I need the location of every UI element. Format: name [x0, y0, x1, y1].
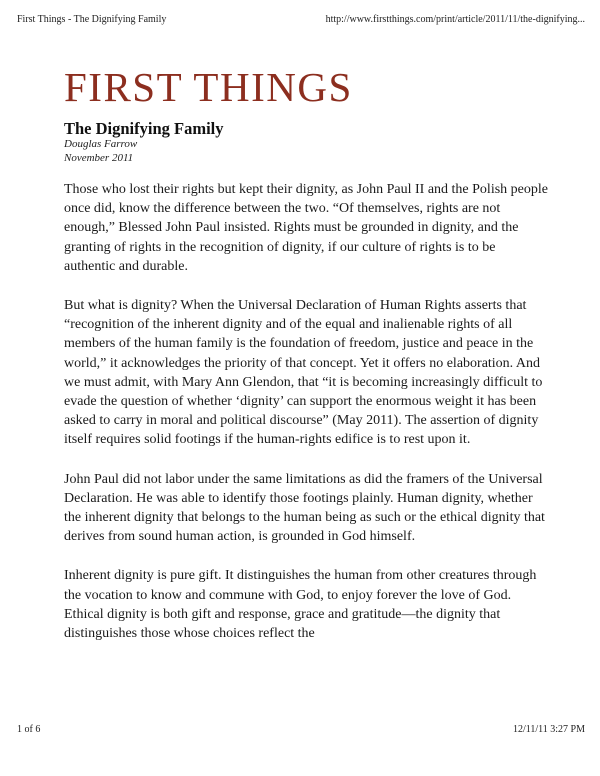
print-header-title: First Things - The Dignifying Family: [17, 14, 167, 25]
article-paragraph: Inherent dignity is pure gift. It distinguishes the human from other creatures through the vocation to know and commune with God, to enjoy forever the love of God. Ethical dignity is both gift and response, grace and gratitude—the dignity that distinguishes those whose choices reflect the: [64, 568, 537, 642]
article-paragraph: Those who lost their rights but kept their dignity, as John Paul II and the Polish people once did, know the difference between the two. “Of themselves, rights are not enough,” Blessed John Paul insisted. Rights must be grounded in dignity, and the granting of rights in the recognition of dignity, if our culture of rights is to be authentic and durable.: [64, 182, 548, 274]
print-header-url: http://www.firstthings.com/print/article/2011/11/the-dignifying...: [325, 14, 585, 25]
article-author: Douglas Farrow: [64, 138, 138, 150]
article-paragraph: John Paul did not labor under the same limitations as did the framers of the Universal Declaration. He was able to identify those footings plainly. Human dignity, whether the inherent dignity that belongs to the human being as such or the ethical dignity that derives from sound human action, is grounded in God himself.: [64, 471, 545, 545]
article-date: November 2011: [64, 152, 134, 164]
print-timestamp: 12/11/11 3:27 PM: [512, 724, 585, 735]
article-body: [64, 180, 550, 682]
article-title: The Dignifying Family: [64, 119, 224, 138]
masthead-logo: FIRST THINGS: [64, 64, 353, 110]
article-paragraph: But what is dignity? When the Universal Declaration of Human Rights asserts that “recognition of the inherent dignity and of the equal and inalienable rights of all members of the human family is the foundation of freedom, justice and peace in the world,” it acknowledges the priority of that concept. Yet it offers no elaboration. And we must admit, with Mary Ann Glendon, that “it is becoming increasingly difficult to evade the question of whether ‘dignity’ can support the enormous weight it has been asked to carry in moral and political discourse” (May 2011). The assertion of dignity itself requires solid footings if the human-rights edifice is to rest upon it.: [64, 298, 543, 448]
page-number: 1 of 6: [17, 724, 41, 735]
